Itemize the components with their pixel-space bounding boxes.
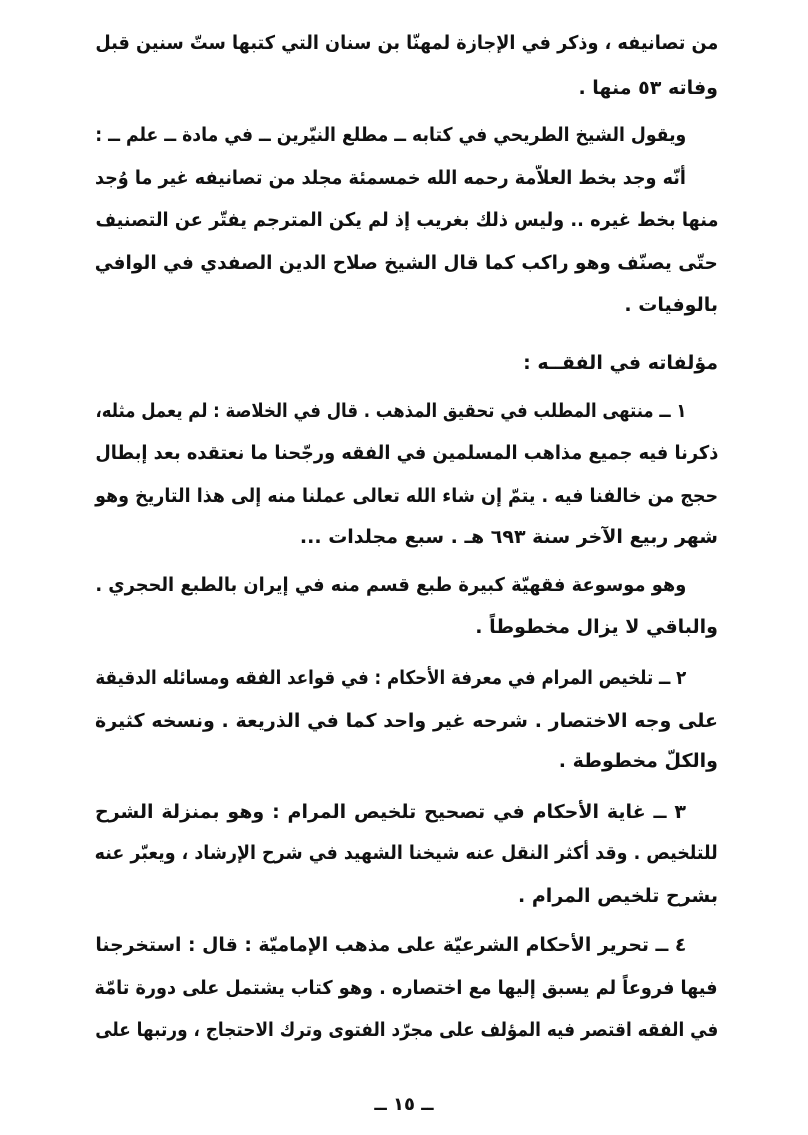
text-line [95,1015,718,1045]
text-line-content: ٤ ــ تحرير الأحكام الشرعيّة على مذهب الإماميّة : قال : استخرجنا [95,934,686,956]
text-line-content: أنّه وجد بخط العلاّمة رحمه الله خمسمئة مجلد من تصانيفه غير ما وُجد [95,167,686,189]
text-line [95,570,718,600]
text-line [95,481,718,511]
text-line [95,973,718,1003]
text-line-content: ٢ ــ تلخيص المرام في معرفة الأحكام : في قواعد الفقه ومسائله الدقيقة [95,667,686,689]
text-line [95,881,718,911]
text-line [95,663,718,693]
text-line-content: ذكرنا فيه جميع مذاهب المسلمين في الفقه ورجّحنا ما نعتقده بعد إبطال [95,442,718,464]
page-number: ــ ١٥ ــ [374,1094,434,1115]
text-line-content: حجج من خالفنا فيه . يتمّ إن شاء الله تعالى عملنا منه إلى هذا التاريخ وهو [95,485,718,507]
text-line-content: حتّى يصنّف وهو راكب كما قال الشيخ صلاح الدين الصفدي في الوافي [95,252,718,274]
text-line [95,348,718,378]
text-line-content: من تصانيفه ، وذكر في الإجازة لمهنّا بن سنان التي كتبها ستّ سنين قبل [95,32,718,54]
text-line [95,73,718,103]
text-line-content: والباقي لا يزال مخطوطاً . [475,616,718,638]
text-line-content: منها بخط غيره .. وليس ذلك بغريب إذ لم يكن المترجم يفتّر عن التصنيف [95,209,718,231]
text-line [95,612,718,642]
text-line [95,706,718,736]
text-line [95,438,718,468]
text-line-content: شهر ربيع الآخر سنة ٦٩٣ هـ . سبع مجلدات ... [299,526,718,548]
text-line [95,290,718,320]
text-line-content: للتلخيص . وقد أكثر النقل عنه شيخنا الشهيد في شرح الإرشاد ، ويعبّر عنه [95,842,718,864]
text-line [95,248,718,278]
text-line-content: ويقول الشيخ الطريحي في كتابه ــ مطلع النيّرين ــ في مادة ــ علم ــ : [95,124,686,146]
text-line-content: والكلّ مخطوطة . [558,750,718,772]
text-line [95,522,718,552]
text-line-content: وهو موسوعة فقهيّة كبيرة طبع قسم منه في إيران بالطبع الحجري . [95,574,686,596]
text-line-content: مؤلفاته في الفقــه : [523,352,718,374]
text-line [95,120,718,150]
text-line-content: في الفقه اقتصر فيه المؤلف على مجرّد الفتوى وترك الاحتجاج ، ورتبها على [95,1019,718,1041]
text-line-content: على وجه الاختصار . شرحه غير واحد كما في الذريعة . ونسخه كثيرة [95,710,718,732]
text-line-content: بشرح تلخيص المرام . [518,885,718,907]
text-line [95,797,718,827]
text-line [95,838,718,868]
text-line [95,163,718,193]
text-line [95,205,718,235]
text-line [95,930,718,960]
text-line-content: ٣ ــ غاية الأحكام في تصحيح تلخيص المرام : وهو بمنزلة الشرح [95,801,686,823]
text-line-content: وفاته ٥٣ منها . [578,77,718,99]
text-line-content: بالوفيات . [624,294,718,316]
text-line-content: ١ ــ منتهى المطلب في تحقيق المذهب . قال في الخلاصة : لم يعمل مثله، [95,400,686,422]
text-line [95,746,718,776]
text-line [95,396,718,426]
text-line-content: فيها فروعاً لم يسبق إليها مع اختصاره . وهو كتاب يشتمل على دورة تامّة [95,977,718,999]
text-line [95,28,718,58]
